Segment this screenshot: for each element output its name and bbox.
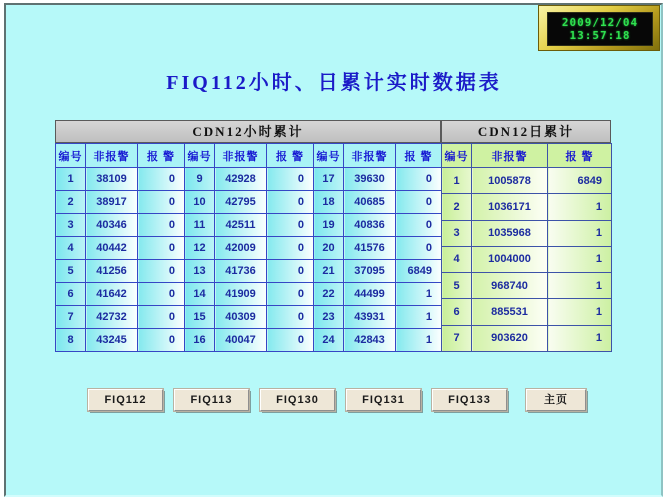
nonalarm-cell: 1036171 bbox=[472, 194, 548, 220]
nonalarm-cell: 41256 bbox=[86, 260, 138, 283]
alarm-cell: 0 bbox=[267, 306, 314, 329]
table-row bbox=[442, 299, 612, 325]
alarm-cell: 1 bbox=[548, 273, 612, 299]
table-row bbox=[56, 283, 442, 306]
col-header-nonalarm: 非报警 bbox=[472, 144, 548, 168]
alarm-cell: 0 bbox=[267, 168, 314, 191]
nonalarm-cell: 37095 bbox=[344, 260, 396, 283]
alarm-cell: 1 bbox=[548, 220, 612, 246]
row-id-cell: 10 bbox=[185, 191, 215, 214]
row-id-cell: 13 bbox=[185, 260, 215, 283]
nonalarm-cell: 38917 bbox=[86, 191, 138, 214]
datetime-display bbox=[538, 5, 660, 51]
table-row bbox=[442, 246, 612, 272]
col-header-nonalarm: 非报警 bbox=[344, 144, 396, 168]
nonalarm-cell: 42009 bbox=[215, 237, 267, 260]
alarm-cell: 0 bbox=[267, 283, 314, 306]
nonalarm-cell: 38109 bbox=[86, 168, 138, 191]
table-row bbox=[56, 260, 442, 283]
row-id-cell: 15 bbox=[185, 306, 215, 329]
alarm-cell: 0 bbox=[138, 168, 185, 191]
alarm-cell: 0 bbox=[267, 191, 314, 214]
col-header-id: 编号 bbox=[56, 144, 86, 168]
nav-button-fiq112[interactable]: FIQ112 bbox=[88, 389, 163, 411]
table-row bbox=[442, 168, 612, 194]
nonalarm-cell: 43931 bbox=[344, 306, 396, 329]
row-id-cell: 14 bbox=[185, 283, 215, 306]
col-header-alarm: 报 警 bbox=[267, 144, 314, 168]
row-id-cell: 3 bbox=[442, 220, 472, 246]
nonalarm-cell: 41576 bbox=[344, 237, 396, 260]
alarm-cell: 1 bbox=[548, 246, 612, 272]
nonalarm-cell: 42843 bbox=[344, 329, 396, 352]
alarm-cell: 1 bbox=[548, 194, 612, 220]
alarm-cell: 0 bbox=[138, 191, 185, 214]
col-header-id: 编号 bbox=[185, 144, 215, 168]
nonalarm-cell: 39630 bbox=[344, 168, 396, 191]
nonalarm-cell: 903620 bbox=[472, 325, 548, 351]
day-table-title: CDN12日累计 bbox=[441, 120, 611, 143]
row-id-cell: 21 bbox=[314, 260, 344, 283]
nonalarm-cell: 40047 bbox=[215, 329, 267, 352]
table-row bbox=[442, 325, 612, 351]
col-header-alarm: 报 警 bbox=[548, 144, 612, 168]
nonalarm-cell: 41909 bbox=[215, 283, 267, 306]
nonalarm-cell: 40836 bbox=[344, 214, 396, 237]
nonalarm-cell: 44499 bbox=[344, 283, 396, 306]
alarm-cell: 0 bbox=[138, 237, 185, 260]
alarm-cell: 0 bbox=[267, 237, 314, 260]
nonalarm-cell: 43245 bbox=[86, 329, 138, 352]
nonalarm-cell: 1005878 bbox=[472, 168, 548, 194]
row-id-cell: 1 bbox=[442, 168, 472, 194]
day-header-row bbox=[442, 144, 612, 168]
nonalarm-cell: 42732 bbox=[86, 306, 138, 329]
col-header-id: 编号 bbox=[442, 144, 472, 168]
alarm-cell: 6849 bbox=[548, 168, 612, 194]
row-id-cell: 8 bbox=[56, 329, 86, 352]
row-id-cell: 11 bbox=[185, 214, 215, 237]
alarm-cell: 1 bbox=[396, 283, 442, 306]
alarm-cell: 1 bbox=[396, 329, 442, 352]
row-id-cell: 9 bbox=[185, 168, 215, 191]
row-id-cell: 7 bbox=[442, 325, 472, 351]
hour-table bbox=[55, 143, 442, 352]
col-header-nonalarm: 非报警 bbox=[86, 144, 138, 168]
table-row bbox=[56, 168, 442, 191]
alarm-cell: 0 bbox=[396, 168, 442, 191]
row-id-cell: 2 bbox=[442, 194, 472, 220]
alarm-cell: 0 bbox=[138, 214, 185, 237]
nonalarm-cell: 40442 bbox=[86, 237, 138, 260]
col-header-id: 编号 bbox=[314, 144, 344, 168]
row-id-cell: 5 bbox=[442, 273, 472, 299]
nav-button-fiq113[interactable]: FIQ113 bbox=[174, 389, 249, 411]
nonalarm-cell: 42511 bbox=[215, 214, 267, 237]
table-row bbox=[442, 194, 612, 220]
nav-button-bar bbox=[88, 389, 586, 411]
table-row bbox=[56, 329, 442, 352]
led-display bbox=[547, 12, 653, 46]
table-row bbox=[56, 214, 442, 237]
row-id-cell: 1 bbox=[56, 168, 86, 191]
row-id-cell: 17 bbox=[314, 168, 344, 191]
alarm-cell: 0 bbox=[138, 283, 185, 306]
nonalarm-cell: 885531 bbox=[472, 299, 548, 325]
row-id-cell: 4 bbox=[56, 237, 86, 260]
alarm-cell: 6849 bbox=[396, 260, 442, 283]
nonalarm-cell: 40346 bbox=[86, 214, 138, 237]
nonalarm-cell: 1004000 bbox=[472, 246, 548, 272]
hour-table-title: CDN12小时累计 bbox=[55, 120, 441, 143]
row-id-cell: 6 bbox=[442, 299, 472, 325]
table-row bbox=[56, 191, 442, 214]
row-id-cell: 7 bbox=[56, 306, 86, 329]
row-id-cell: 2 bbox=[56, 191, 86, 214]
col-header-alarm: 报 警 bbox=[138, 144, 185, 168]
row-id-cell: 24 bbox=[314, 329, 344, 352]
home-button[interactable]: 主页 bbox=[526, 389, 586, 411]
nonalarm-cell: 1035968 bbox=[472, 220, 548, 246]
alarm-cell: 0 bbox=[396, 237, 442, 260]
nonalarm-cell: 42795 bbox=[215, 191, 267, 214]
nonalarm-cell: 42928 bbox=[215, 168, 267, 191]
nonalarm-cell: 41642 bbox=[86, 283, 138, 306]
table-row bbox=[56, 306, 442, 329]
alarm-cell: 0 bbox=[396, 214, 442, 237]
day-table-block bbox=[441, 120, 611, 352]
nonalarm-cell: 40309 bbox=[215, 306, 267, 329]
alarm-cell: 0 bbox=[138, 260, 185, 283]
hour-header-row bbox=[56, 144, 442, 168]
nav-button-fiq133[interactable]: FIQ133 bbox=[432, 389, 507, 411]
alarm-cell: 0 bbox=[138, 306, 185, 329]
day-table bbox=[441, 143, 612, 352]
row-id-cell: 6 bbox=[56, 283, 86, 306]
date-readout: 2009/12/04 bbox=[561, 16, 639, 29]
table-row bbox=[442, 220, 612, 246]
row-id-cell: 20 bbox=[314, 237, 344, 260]
table-row bbox=[442, 273, 612, 299]
alarm-cell: 0 bbox=[267, 214, 314, 237]
alarm-cell: 0 bbox=[396, 191, 442, 214]
row-id-cell: 23 bbox=[314, 306, 344, 329]
hour-table-block bbox=[55, 120, 441, 352]
time-readout: 13:57:18 bbox=[569, 29, 631, 42]
alarm-cell: 0 bbox=[267, 329, 314, 352]
alarm-cell: 1 bbox=[396, 306, 442, 329]
row-id-cell: 3 bbox=[56, 214, 86, 237]
nav-button-fiq130[interactable]: FIQ130 bbox=[260, 389, 335, 411]
row-id-cell: 18 bbox=[314, 191, 344, 214]
alarm-cell: 1 bbox=[548, 299, 612, 325]
nonalarm-cell: 968740 bbox=[472, 273, 548, 299]
nonalarm-cell: 40685 bbox=[344, 191, 396, 214]
alarm-cell: 0 bbox=[267, 260, 314, 283]
alarm-cell: 0 bbox=[138, 329, 185, 352]
row-id-cell: 16 bbox=[185, 329, 215, 352]
row-id-cell: 5 bbox=[56, 260, 86, 283]
col-header-nonalarm: 非报警 bbox=[215, 144, 267, 168]
nonalarm-cell: 41736 bbox=[215, 260, 267, 283]
row-id-cell: 12 bbox=[185, 237, 215, 260]
row-id-cell: 4 bbox=[442, 246, 472, 272]
page-title: FIQ112小时、日累计实时数据表 bbox=[166, 72, 502, 94]
nav-button-fiq131[interactable]: FIQ131 bbox=[346, 389, 421, 411]
table-row bbox=[56, 237, 442, 260]
row-id-cell: 19 bbox=[314, 214, 344, 237]
data-tables bbox=[55, 120, 611, 352]
col-header-alarm: 报 警 bbox=[396, 144, 442, 168]
alarm-cell: 1 bbox=[548, 325, 612, 351]
row-id-cell: 22 bbox=[314, 283, 344, 306]
